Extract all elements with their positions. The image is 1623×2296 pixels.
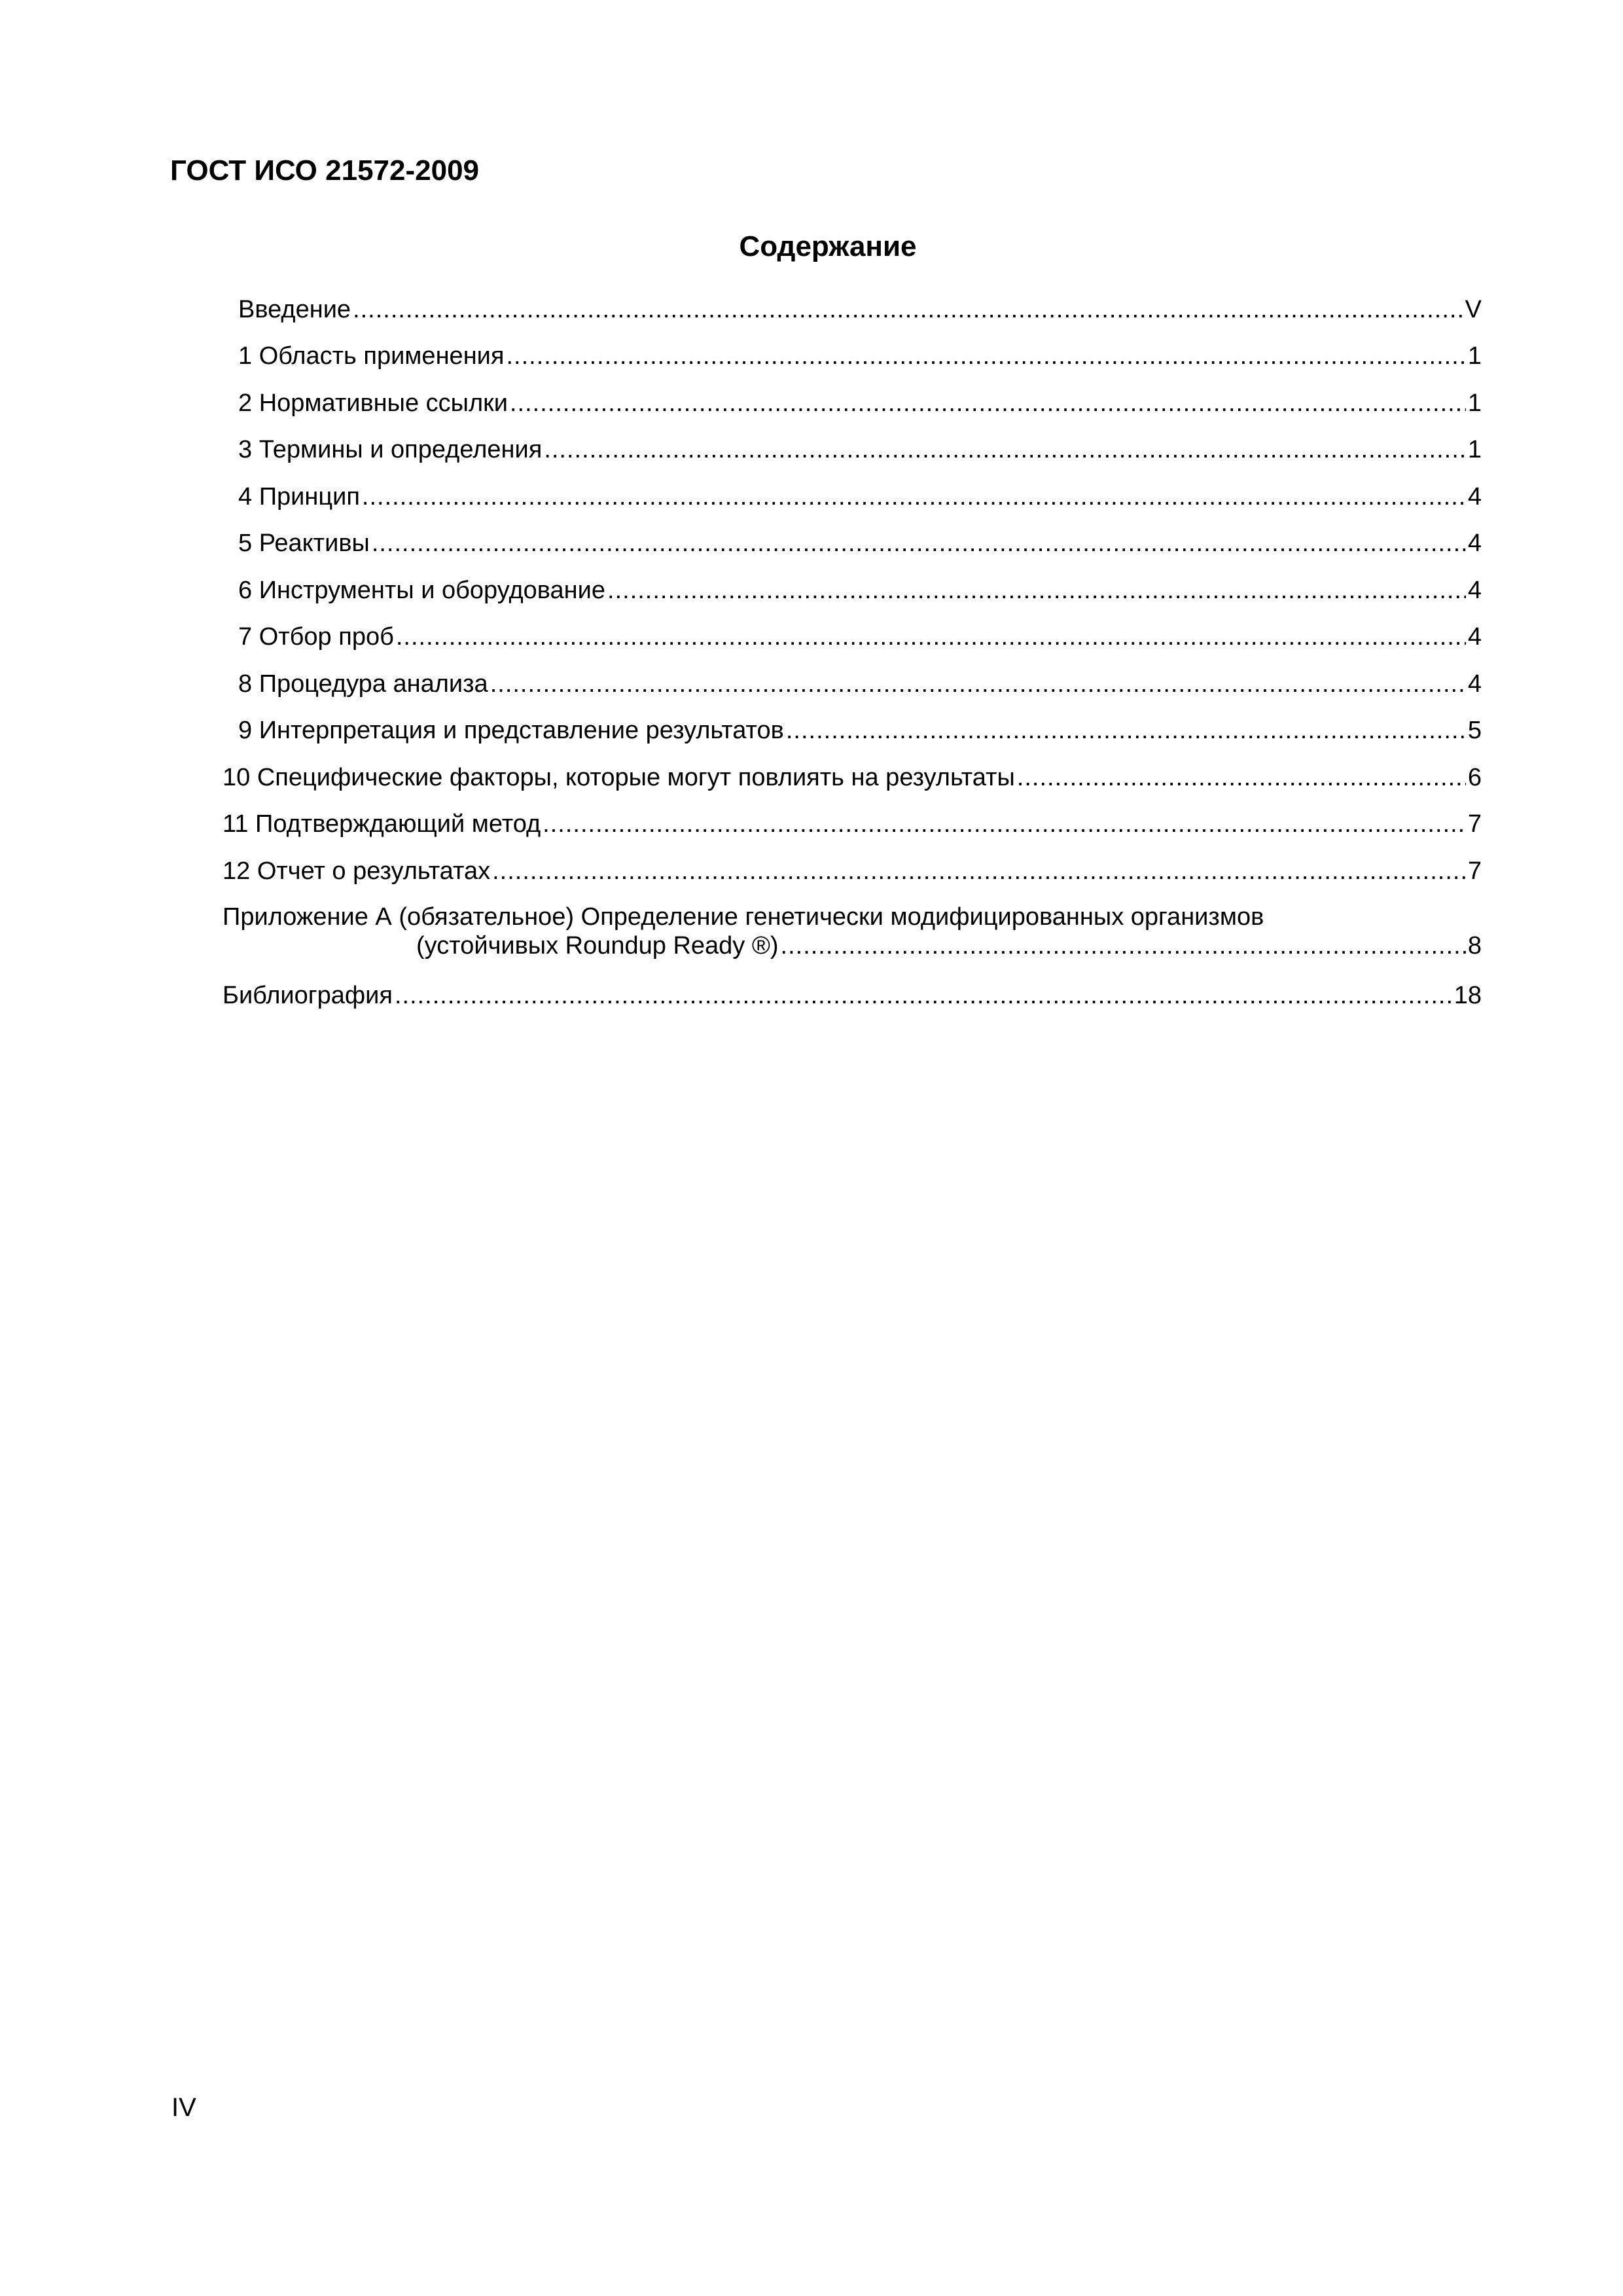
toc-leader-dots (353, 295, 1463, 325)
toc-entry-label: 4 Принцип (238, 483, 360, 511)
toc-entry-label: 7 Отбор проб (238, 623, 394, 651)
toc-entry-section-7 (223, 622, 1482, 652)
toc-entry-page: 4 (1467, 670, 1482, 698)
toc-entry-section-4 (223, 482, 1482, 512)
toc-entry-label: 5 Реактивы (238, 529, 370, 557)
toc-leader-dots (781, 931, 1466, 961)
toc-entry-label: 2 Нормативные ссылки (238, 389, 508, 417)
toc-entry-section-1 (223, 341, 1482, 371)
toc-entry-section-9 (223, 715, 1482, 745)
toc-entry-page: 7 (1467, 857, 1482, 885)
toc-entry-label: Библиография (223, 982, 393, 1009)
toc-entry-page: 5 (1467, 717, 1482, 744)
toc-entry-page: 7 (1467, 810, 1482, 838)
toc-entry-page: 18 (1454, 982, 1482, 1009)
toc-entry-label: Введение (238, 296, 351, 323)
toc-entry-page: 1 (1467, 342, 1482, 370)
toc-entry-page: 8 (1467, 932, 1482, 960)
toc-leader-dots (490, 669, 1466, 699)
toc-entry-page: 1 (1467, 389, 1482, 417)
toc-entry-label: 1 Область применения (238, 342, 505, 370)
toc-leader-dots (510, 388, 1466, 418)
toc-entry-page: 4 (1467, 529, 1482, 557)
toc-leader-dots (607, 575, 1466, 605)
toc-leader-dots (786, 715, 1466, 745)
toc-leader-dots (506, 341, 1465, 371)
toc-entry-section-2 (223, 388, 1482, 418)
toc-leader-dots (362, 482, 1466, 512)
toc-entry-bibliography (223, 980, 1482, 1011)
toc-entry-page: 4 (1467, 483, 1482, 511)
toc-entry-label: 11 Подтверждающий метод (223, 810, 541, 838)
toc-entry-label: 8 Процедура анализа (238, 670, 488, 698)
toc-entry-label-continued: (устойчивых Roundup Ready ®) (416, 932, 779, 960)
document-header: ГОСТ ИСО 21572-2009 (170, 154, 480, 187)
toc-entry-page: 4 (1467, 623, 1482, 651)
toc-entry-section-12 (223, 856, 1482, 886)
toc-leader-dots (396, 622, 1466, 652)
toc-entry-label: 10 Специфические факторы, которые могут повлиять на результаты (223, 764, 1015, 791)
toc-entry-section-8 (223, 669, 1482, 699)
toc-title: Содержание (739, 230, 917, 262)
toc-leader-dots (1017, 762, 1466, 793)
toc-entry-label: 12 Отчет о результатах (223, 857, 491, 885)
toc-entry-annex-a (223, 902, 1482, 961)
toc-entry-section-11 (223, 809, 1482, 839)
toc-leader-dots (543, 809, 1466, 839)
toc-entry-section-5 (223, 528, 1482, 558)
toc-entry-page: V (1465, 296, 1482, 323)
toc-leader-dots (492, 856, 1466, 886)
toc-entry-label: 6 Инструменты и оборудование (238, 577, 606, 604)
toc-entry-label: 9 Интерпретация и представление результатов (238, 717, 784, 744)
toc-entry-section-6 (223, 575, 1482, 605)
toc-entry-page: 6 (1467, 764, 1482, 791)
toc-leader-dots (544, 435, 1466, 465)
page-number: IV (171, 2093, 196, 2122)
toc-entry-section-3 (223, 435, 1482, 465)
toc-leader-dots (395, 980, 1452, 1011)
toc-entry-introduction (223, 295, 1482, 325)
toc-entry-label: Приложение А (обязательное) Определение генетически модифицированных организмов (223, 903, 1264, 931)
toc-entry-page: 1 (1467, 436, 1482, 463)
toc-entry-label: 3 Термины и определения (238, 436, 543, 463)
toc-entry-section-10 (223, 762, 1482, 793)
toc-entry-page: 4 (1467, 577, 1482, 604)
toc-leader-dots (372, 528, 1466, 558)
